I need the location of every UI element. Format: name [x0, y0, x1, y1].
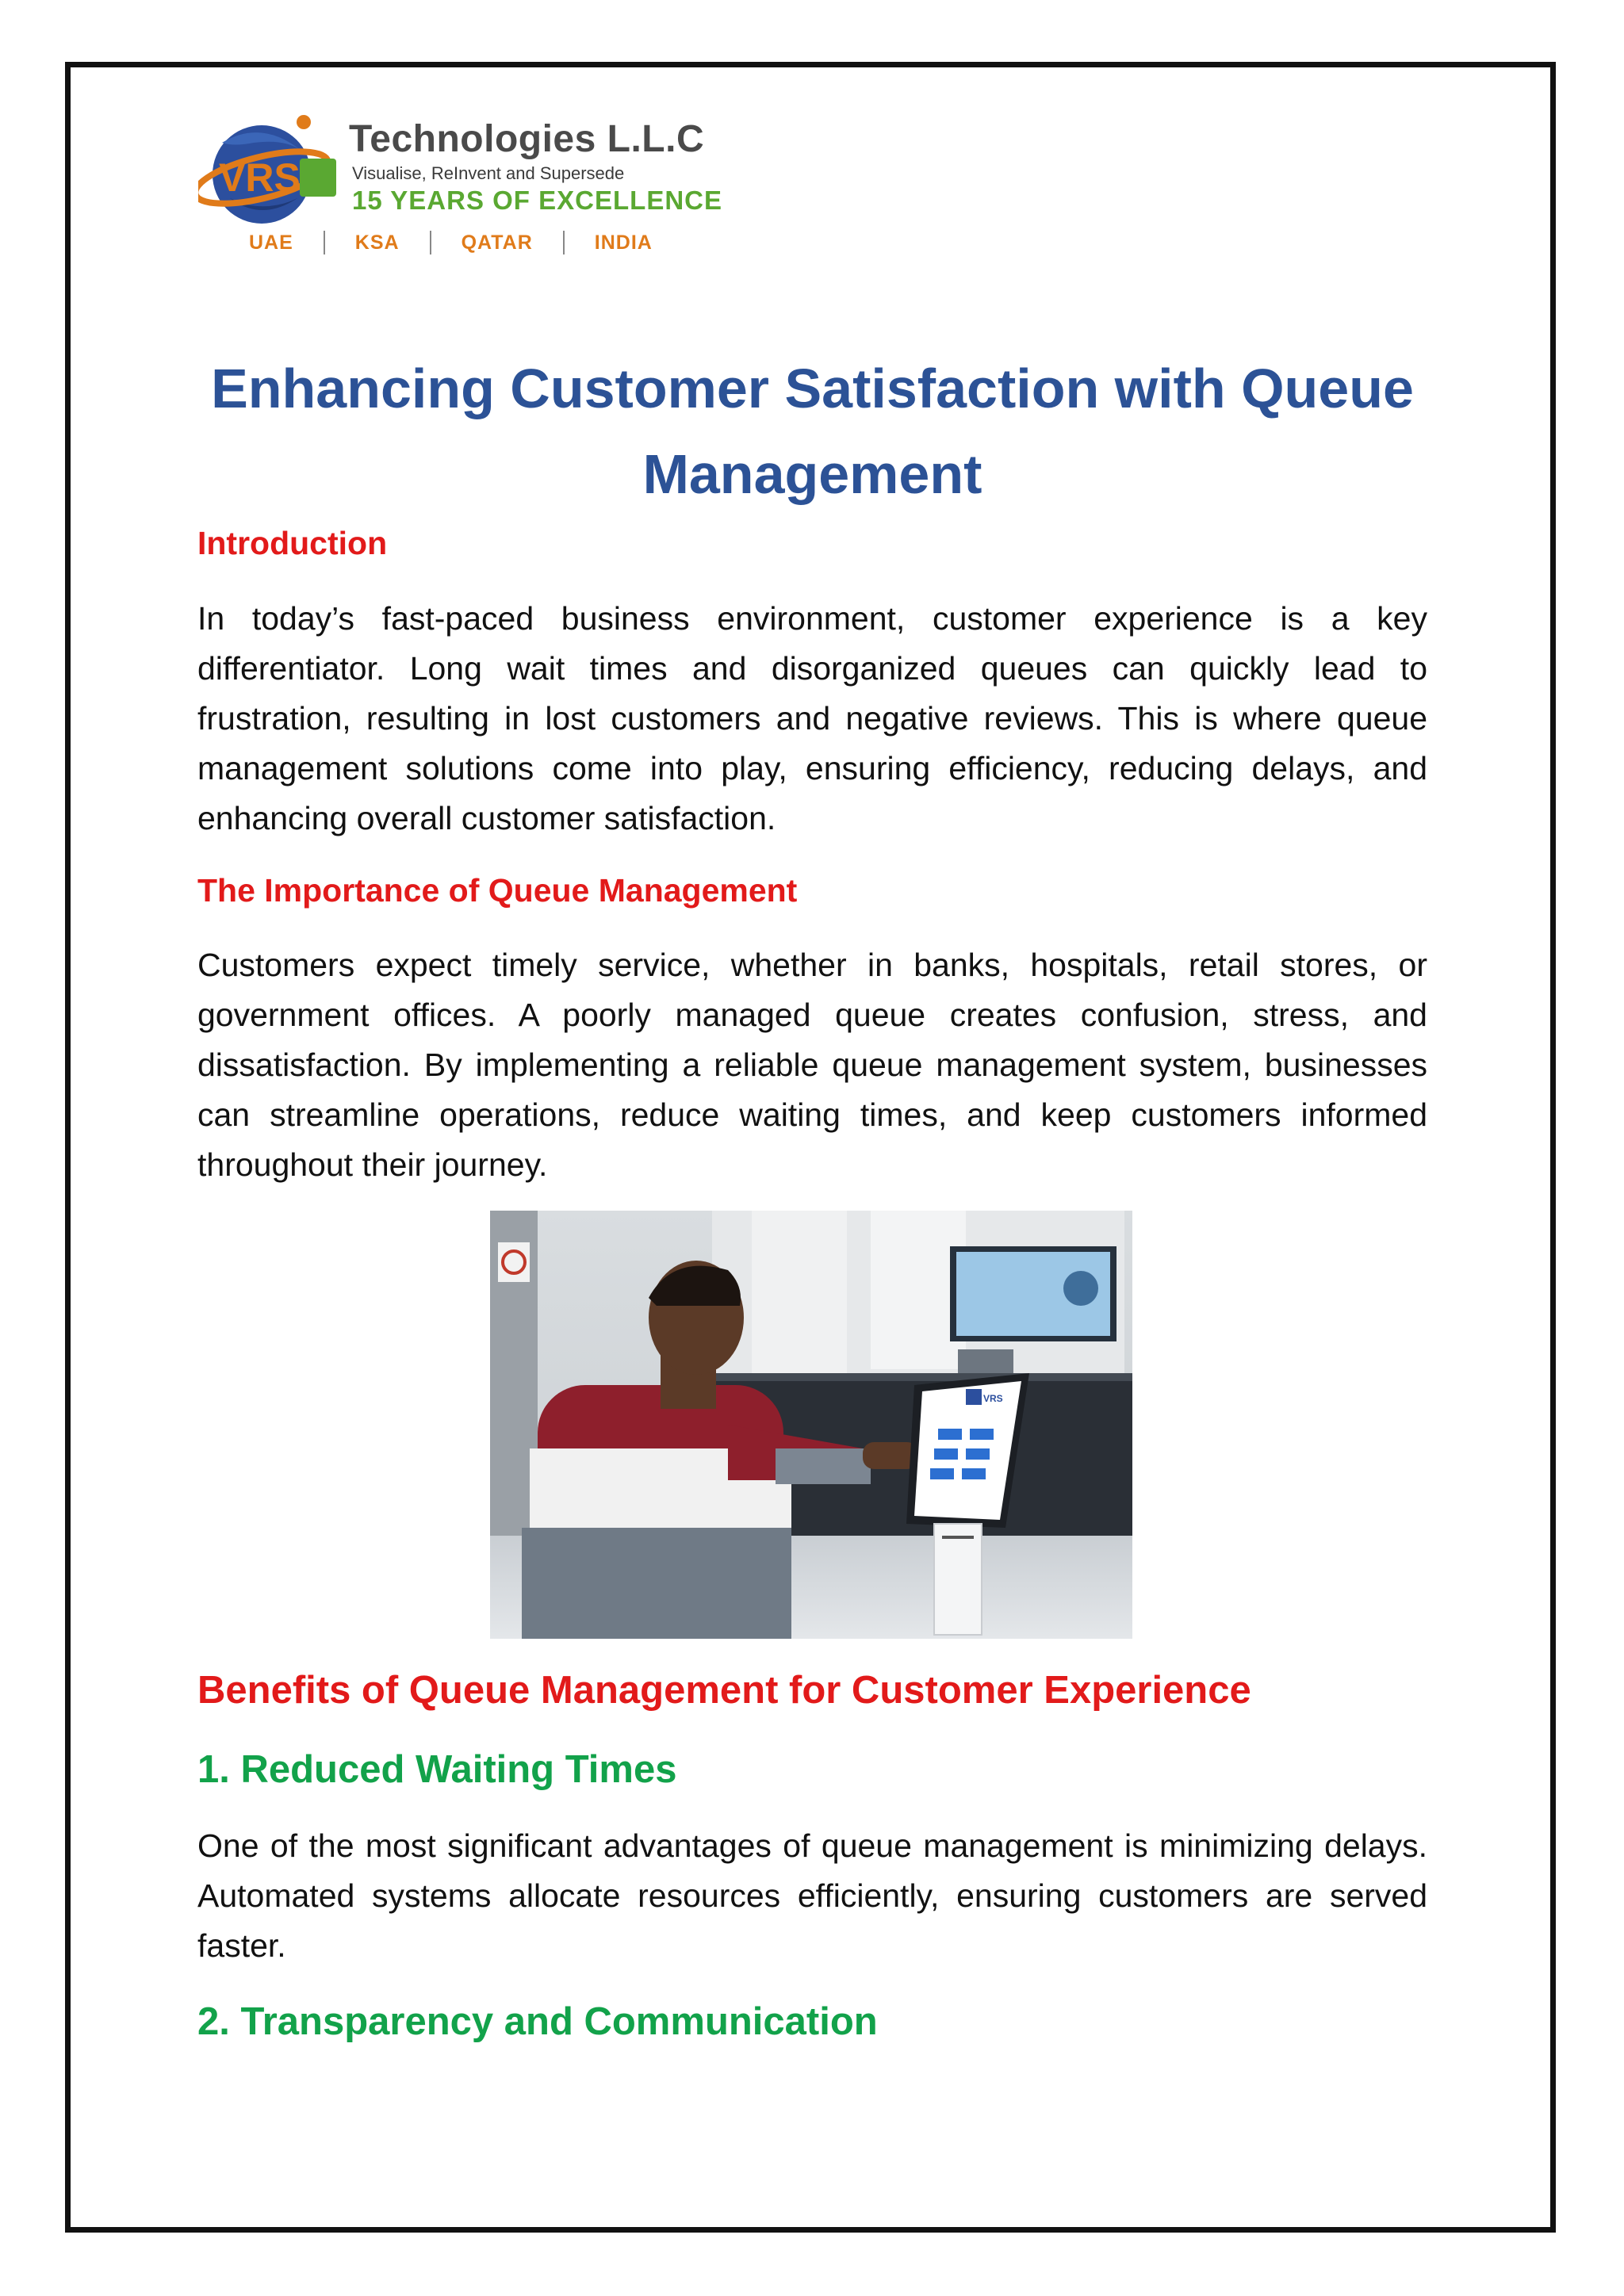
importance-heading: The Importance of Queue Management — [197, 872, 798, 909]
country-qatar: QATAR — [461, 231, 533, 254]
country-uae: UAE — [249, 231, 293, 254]
intro-paragraph: In today’s fast-paced business environment, customer experience is a key differentiator. Long wait times and disorganized queues can quickly lead to frustration, resulting in lost customers and negative reviews. This is where queue management solutions come into play, ensuring efficiency, reducing delays, and enhancing overall customer satisfaction. — [197, 600, 1427, 836]
divider — [563, 231, 565, 254]
vrs-globe-icon — [198, 111, 349, 230]
logo-countries — [249, 230, 653, 255]
kiosk-photo — [490, 1211, 1132, 1639]
logo-tagline: Visualise, ReInvent and Supersede — [352, 163, 625, 183]
logo-years: 15 YEARS OF EXCELLENCE — [352, 186, 723, 215]
benefit-2-heading: 2. Transparency and Communication — [197, 2000, 878, 2043]
country-ksa: KSA — [354, 231, 400, 254]
importance-paragraph: Customers expect timely service, whether in banks, hospitals, retail stores, or government offices. A poorly managed queue creates confusion, stress, and dissatisfaction. By implementing a reliable queue management system, businesses can streamline operations, reduce waiting times, and keep customers informed throughout their journey. — [197, 947, 1427, 1183]
benefit-1-paragraph: One of the most significant advantages of queue management is minimizing delays. Automated systems allocate resources efficiently, ensuring customers are served faster. — [197, 1827, 1427, 1964]
intro-heading: Introduction — [197, 525, 388, 561]
logo-mark-text: VRS — [219, 155, 301, 200]
logo-company-name: Technologies L.L.C — [349, 118, 705, 160]
divider — [430, 231, 431, 254]
benefits-heading: Benefits of Queue Management for Customer Experience — [197, 1669, 1251, 1712]
page-title: Enhancing Customer Satisfaction with Queue Management — [211, 358, 1414, 505]
benefit-1-heading: 1. Reduced Waiting Times — [197, 1748, 677, 1791]
country-india: INDIA — [594, 231, 653, 254]
kiosk-brand-text: VRS — [983, 1393, 1003, 1404]
company-logo — [198, 111, 723, 270]
divider — [324, 231, 325, 254]
